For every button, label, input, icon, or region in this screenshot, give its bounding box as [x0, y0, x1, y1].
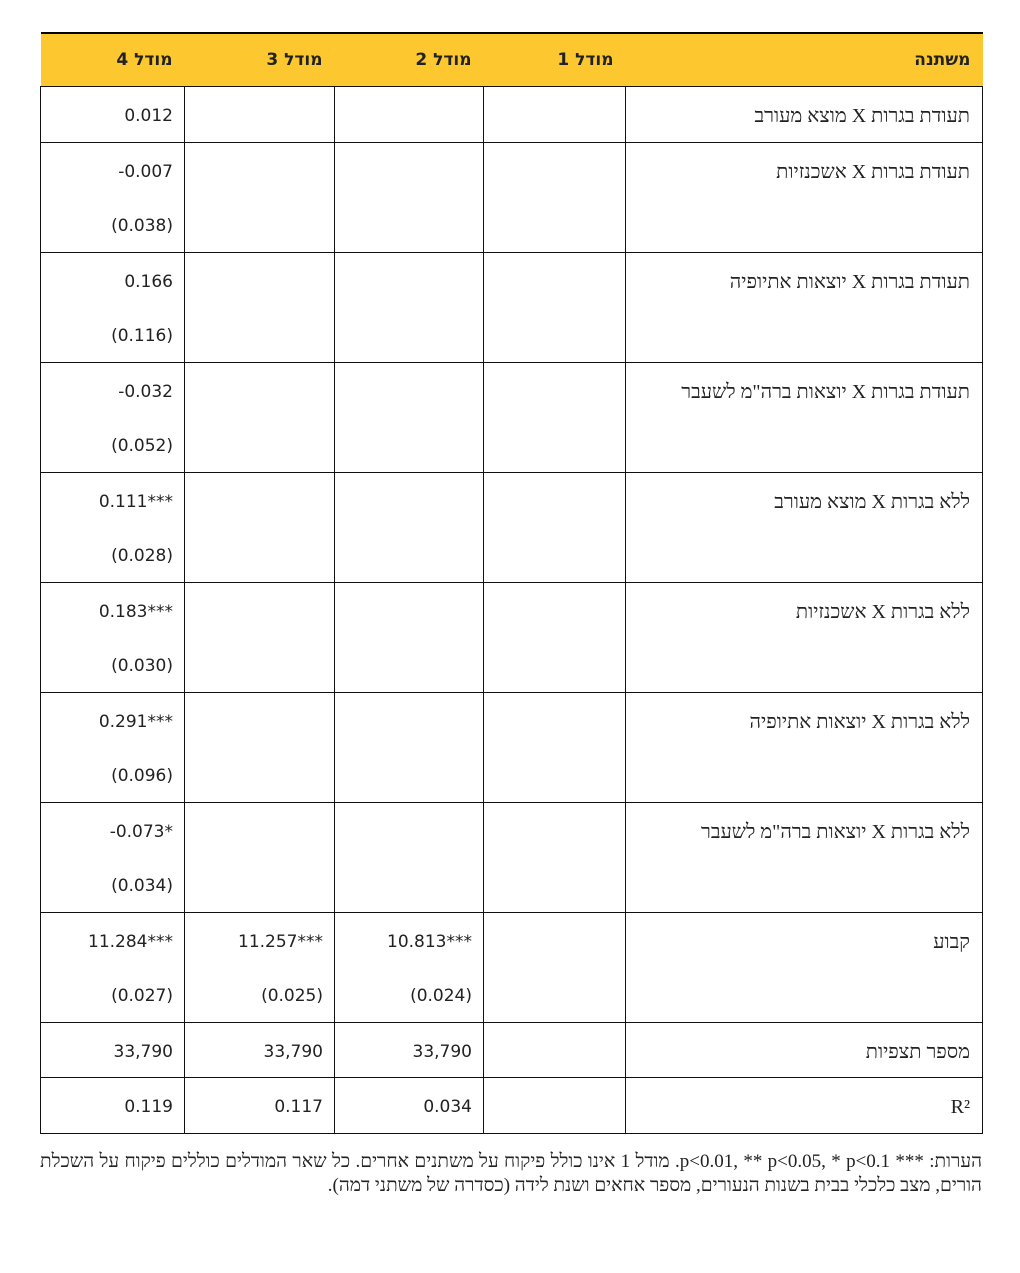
standard-error	[196, 747, 323, 802]
variable-cell	[626, 87, 983, 143]
coefficient	[346, 87, 472, 142]
variable-cell	[626, 472, 983, 582]
coefficient	[495, 143, 614, 198]
standard-error	[346, 747, 472, 802]
standard-error: (0.024)	[410, 986, 472, 1006]
coefficient	[346, 583, 472, 638]
variable-label: תעודת בגרות X יוצאות אתיופיה	[729, 270, 970, 293]
model-2-cell	[335, 252, 484, 362]
table-notes: הערות: *** p<0.01, ** p<0.05, * p<0.1. מודל 1 אינו כולל פיקוח על משתנים אחרים. כל שאר המודלים כוללים פיקוח על השכלת הורים, מצב כלכלי בבית בשנות הנעורים, מספר אחאים ושנת לידה (כסדרה של משתני דמה).	[40, 1151, 983, 1196]
standard-error	[495, 857, 614, 912]
standard-error	[196, 857, 323, 912]
standard-error	[196, 527, 323, 582]
coefficient	[495, 693, 614, 748]
table-row	[41, 252, 983, 362]
standard-error: (0.116)	[111, 326, 173, 346]
model-3-cell	[185, 1078, 335, 1134]
standard-error	[346, 527, 472, 582]
coefficient: -0.073*	[109, 821, 173, 842]
coefficient	[196, 253, 323, 308]
variable-label: תעודת בגרות X אשכנזיות	[776, 160, 970, 183]
model-4-cell	[41, 252, 185, 362]
coefficient	[196, 473, 323, 528]
standard-error	[196, 417, 323, 472]
coefficient	[495, 363, 614, 418]
standard-error: (0.030)	[111, 656, 173, 676]
coefficient	[495, 803, 614, 858]
coefficient: 33,790	[263, 1041, 323, 1062]
coefficient	[495, 583, 614, 638]
standard-error: (0.025)	[261, 986, 323, 1006]
coefficient	[346, 363, 472, 418]
model-4-cell	[41, 142, 185, 252]
table-row	[41, 142, 983, 252]
variable-cell	[626, 252, 983, 362]
table-row	[41, 87, 983, 143]
model-1-cell	[484, 912, 626, 1022]
standard-error	[495, 747, 614, 802]
table-row	[41, 1022, 983, 1078]
standard-error	[346, 637, 472, 692]
standard-error	[495, 307, 614, 362]
variable-cell	[626, 912, 983, 1022]
header-model-4: מודל 4	[41, 33, 185, 87]
variable-cell	[626, 582, 983, 692]
model-4-cell	[41, 582, 185, 692]
coefficient	[495, 473, 614, 528]
standard-error	[495, 527, 614, 582]
standard-error: (0.038)	[111, 216, 173, 236]
variable-cell	[626, 1078, 983, 1134]
table-row	[41, 692, 983, 802]
variable-label: ללא בגרות X יוצאות אתיופיה	[749, 710, 970, 733]
coefficient: 0.034	[423, 1097, 472, 1117]
variable-cell	[626, 692, 983, 802]
coefficient: 0.111***	[98, 491, 173, 512]
header-model-2: מודל 2	[335, 33, 484, 87]
variable-label: ללא בגרות X יוצאות ברה"מ לשעבר	[701, 820, 970, 843]
model-1-cell	[484, 252, 626, 362]
standard-error: (0.027)	[111, 986, 173, 1006]
model-2-cell	[335, 582, 484, 692]
coefficient: 11.257***	[238, 931, 323, 952]
coefficient	[346, 693, 472, 748]
header-row	[41, 33, 983, 87]
standard-error	[196, 197, 323, 252]
coefficient	[495, 253, 614, 308]
coefficient	[495, 87, 614, 142]
coefficient: 0.183***	[98, 601, 173, 622]
model-3-cell	[185, 802, 335, 912]
coefficient: 10.813***	[387, 931, 472, 952]
variable-label: תעודת בגרות X יוצאות ברה"מ לשעבר	[681, 380, 970, 403]
model-4-cell	[41, 912, 185, 1022]
model-3-cell	[185, 692, 335, 802]
model-3-cell	[185, 252, 335, 362]
coefficient: 33,790	[412, 1041, 472, 1062]
coefficient	[196, 583, 323, 638]
regression-table	[40, 32, 983, 1134]
model-1-cell	[484, 582, 626, 692]
coefficient: 11.284***	[88, 931, 173, 952]
model-1-cell	[484, 472, 626, 582]
model-2-cell	[335, 142, 484, 252]
model-2-cell	[335, 362, 484, 472]
coefficient	[495, 1078, 614, 1133]
coefficient	[495, 913, 614, 968]
coefficient	[196, 693, 323, 748]
coefficient	[196, 87, 323, 142]
model-1-cell	[484, 1022, 626, 1078]
model-2-cell	[335, 912, 484, 1022]
variable-label: תעודת בגרות X מוצא מעורב	[754, 105, 970, 127]
model-2-cell	[335, 472, 484, 582]
model-1-cell	[484, 142, 626, 252]
header-variable: משתנה	[626, 33, 983, 87]
model-3-cell	[185, 582, 335, 692]
model-4-cell	[41, 802, 185, 912]
table-row	[41, 1078, 983, 1134]
standard-error	[346, 417, 472, 472]
header-model-3: מודל 3	[185, 33, 335, 87]
coefficient	[196, 363, 323, 418]
variable-label: R²	[950, 1096, 970, 1118]
model-2-cell	[335, 1022, 484, 1078]
model-3-cell	[185, 142, 335, 252]
coefficient	[196, 803, 323, 858]
standard-error	[196, 637, 323, 692]
coefficient: 0.119	[124, 1097, 173, 1117]
coefficient	[495, 1023, 614, 1078]
model-1-cell	[484, 87, 626, 143]
model-2-cell	[335, 802, 484, 912]
standard-error: (0.034)	[111, 876, 173, 896]
model-2-cell	[335, 87, 484, 143]
standard-error	[346, 307, 472, 362]
model-4-cell	[41, 1022, 185, 1078]
coefficient: 0.166	[124, 271, 173, 292]
standard-error	[495, 637, 614, 692]
standard-error: (0.052)	[111, 436, 173, 456]
coefficient: 0.291***	[98, 711, 173, 732]
coefficient	[196, 143, 323, 198]
variable-cell	[626, 362, 983, 472]
coefficient	[346, 473, 472, 528]
model-3-cell	[185, 362, 335, 472]
table-row	[41, 472, 983, 582]
coefficient	[346, 253, 472, 308]
model-4-cell	[41, 1078, 185, 1134]
model-1-cell	[484, 1078, 626, 1134]
table-row	[41, 912, 983, 1022]
model-3-cell	[185, 87, 335, 143]
standard-error: (0.028)	[111, 546, 173, 566]
coefficient: 33,790	[113, 1041, 173, 1062]
standard-error	[346, 197, 472, 252]
variable-label: ללא בגרות X אשכנזיות	[795, 600, 970, 623]
standard-error	[346, 857, 472, 912]
table-row	[41, 802, 983, 912]
model-1-cell	[484, 802, 626, 912]
coefficient: -0.007	[118, 161, 173, 182]
header-model-1: מודל 1	[484, 33, 626, 87]
model-2-cell	[335, 692, 484, 802]
model-3-cell	[185, 472, 335, 582]
model-4-cell	[41, 362, 185, 472]
table-row	[41, 362, 983, 472]
table-row	[41, 582, 983, 692]
coefficient	[346, 143, 472, 198]
coefficient: 0.117	[274, 1097, 323, 1117]
variable-label: קבוע	[933, 930, 970, 953]
coefficient: 0.012	[124, 106, 173, 126]
standard-error	[495, 197, 614, 252]
variable-cell	[626, 142, 983, 252]
variable-label: ללא בגרות X מוצא מעורב	[774, 490, 970, 513]
model-4-cell	[41, 472, 185, 582]
coefficient: -0.032	[118, 381, 173, 402]
standard-error	[196, 307, 323, 362]
table-body	[41, 87, 983, 1134]
standard-error	[495, 967, 614, 1022]
model-3-cell	[185, 1022, 335, 1078]
model-1-cell	[484, 692, 626, 802]
variable-label: מספר תצפיות	[865, 1040, 970, 1063]
model-3-cell	[185, 912, 335, 1022]
model-4-cell	[41, 87, 185, 143]
standard-error	[495, 417, 614, 472]
variable-cell	[626, 802, 983, 912]
coefficient	[346, 803, 472, 858]
variable-cell	[626, 1022, 983, 1078]
model-2-cell	[335, 1078, 484, 1134]
model-4-cell	[41, 692, 185, 802]
model-1-cell	[484, 362, 626, 472]
standard-error: (0.096)	[111, 766, 173, 786]
